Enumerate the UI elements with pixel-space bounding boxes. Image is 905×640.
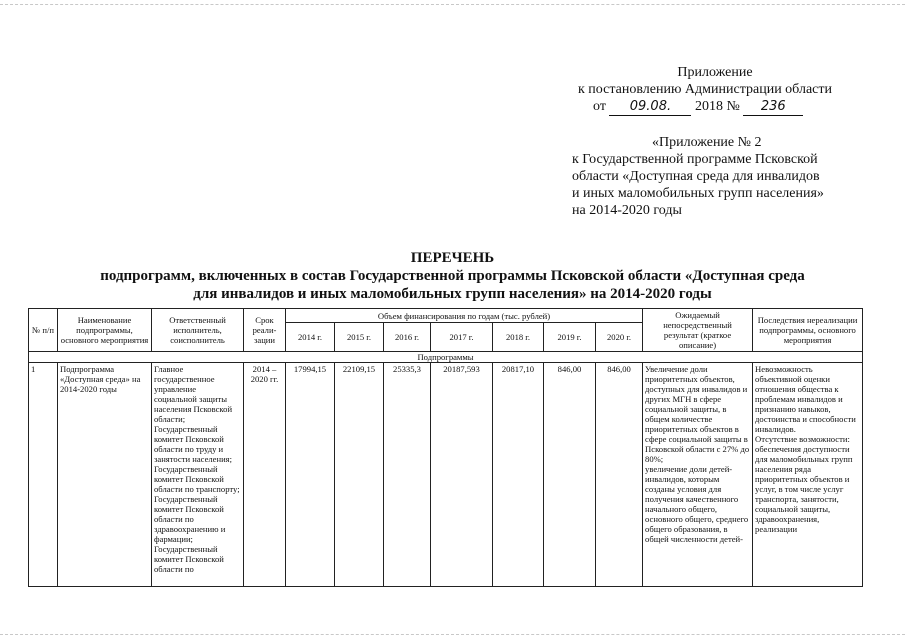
header-term: Срок реали- зации xyxy=(244,309,286,352)
header-year: 2018 г. xyxy=(493,323,544,352)
appendix2-line5: на 2014-2020 годы xyxy=(572,203,682,218)
date-handwritten: 09.08. xyxy=(609,98,691,116)
row-consequences: Невозможность объективной оценки отношения общества к проблемам инвалидов и признанию навыков, достоинства и способности инвалидов. Отсутствие возможности: обеспечения доступности для маломобильных групп населения ряда приоритетных объектов и услуг, в том числе услуг транспорта, занятости, социальной защиты, здравоохранения, реализации xyxy=(753,363,863,587)
header-funding: Объем финансирования по годам (тыс. рублей) xyxy=(286,309,643,323)
doc-subtitle-line2: для инвалидов и иных маломобильных групп населения» на 2014-2020 годы xyxy=(193,286,712,302)
section-row: Подпрограммы xyxy=(29,352,863,363)
header-year: 2019 г. xyxy=(544,323,596,352)
row-value-2018: 20817,10 xyxy=(493,363,544,587)
header-year: 2015 г. xyxy=(335,323,384,352)
row-value-2019: 846,00 xyxy=(544,363,596,587)
row-value-2020: 846,00 xyxy=(596,363,643,587)
header-num: № п/п xyxy=(29,309,58,352)
row-responsible: Главное государственное управление социальной защиты населения Псковской области; Государственный комитет Псковской области по труду и занятости населения; Государственный комитет Псковской области по транспорту; Государственный комитет Псковской области по здравоохранению и фармации; Государственный комитет Псковской области по xyxy=(152,363,244,587)
appendix-date-line xyxy=(593,98,873,116)
header-year: 2016 г. xyxy=(384,323,431,352)
appendix-decree: к постановлению Администрации области xyxy=(578,82,832,97)
row-value-2014: 17994,15 xyxy=(286,363,335,587)
scan-artifact-bottom xyxy=(0,634,905,635)
header-year: 2014 г. xyxy=(286,323,335,352)
row-num: 1 xyxy=(29,363,58,587)
year-number-label: 2018 № xyxy=(694,99,740,114)
header-name: Наименование подпрограммы, основного мероприятия xyxy=(58,309,152,352)
row-subprogram-name: Подпрограмма «Доступная среда» на 2014-2020 годы xyxy=(58,363,152,587)
number-handwritten: 236 xyxy=(743,98,803,116)
header-result: Ожидаемый непосредственный результат (краткое описание) xyxy=(643,309,753,352)
row-value-2016: 25335,3 xyxy=(384,363,431,587)
row-value-2017: 20187,593 xyxy=(431,363,493,587)
header-year: 2017 г. xyxy=(431,323,493,352)
appendix2-title: «Приложение № 2 xyxy=(652,135,762,150)
row-expected-result: Увеличение доли приоритетных объектов, доступных для инвалидов и других МГН в сфере социальной защиты, в общем количестве приоритетных объектов в сфере социальной защиты в Псковской области с 27% до 80%; увеличение доли детей-инвалидов, которым созданы условия для получения качественного начального общего, основного общего, среднего общего образования, в общей численности детей- xyxy=(643,363,753,587)
appendix2-line2: к Государственной программе Псковской xyxy=(572,152,818,167)
header-consequences: Последствия нереализации подпрограммы, основного мероприятия xyxy=(753,309,863,352)
appendix2-line4: и иных маломобильных групп населения» xyxy=(572,186,824,201)
scan-artifact-top xyxy=(0,4,905,5)
appendix-title: Приложение xyxy=(677,65,753,80)
header-year: 2020 г. xyxy=(596,323,643,352)
subprograms-table xyxy=(28,308,863,587)
header-responsible: Ответственный исполнитель, соисполнитель xyxy=(152,309,244,352)
doc-title: ПЕРЕЧЕНЬ xyxy=(410,250,495,266)
row-term: 2014 – 2020 гг. xyxy=(244,363,286,587)
date-prefix: от xyxy=(593,99,606,114)
row-value-2015: 22109,15 xyxy=(335,363,384,587)
appendix2-line3: области «Доступная среда для инвалидов xyxy=(572,169,820,184)
doc-subtitle-line1: подпрограмм, включенных в состав Государственной программы Псковской области «Доступная среда xyxy=(100,268,805,284)
